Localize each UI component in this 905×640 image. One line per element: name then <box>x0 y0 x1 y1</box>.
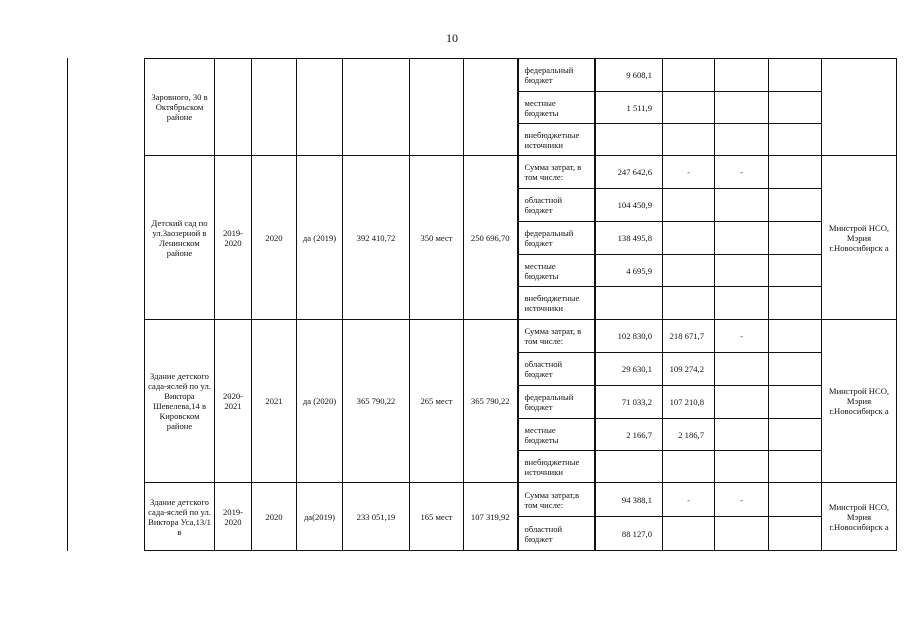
amount-year4-cell <box>769 517 822 551</box>
amount-year4-cell <box>769 353 822 386</box>
funding-source-cell: областной бюджет <box>518 517 595 551</box>
amount-year3-cell <box>715 222 769 255</box>
amount-year4-cell <box>769 255 822 287</box>
estimated-cost-cell: 392 410,72 <box>343 156 410 320</box>
budget-table <box>144 58 897 551</box>
amount-year4-cell <box>769 92 822 124</box>
amount-year3-cell <box>715 517 769 551</box>
funding-source-cell: федеральный бюджет <box>518 222 595 255</box>
amount-year1-cell <box>595 287 663 320</box>
amount-year3-cell: - <box>715 320 769 353</box>
amount-year2-cell <box>663 255 715 287</box>
funded-amount-cell: 107 319,92 <box>464 483 518 551</box>
amount-year2-cell: - <box>663 156 715 189</box>
amount-year1-cell: 94 388,1 <box>595 483 663 517</box>
executor-cell: Минстрой НСО, Мэрия г.Новосибирск а <box>822 320 897 483</box>
amount-year3-cell <box>715 92 769 124</box>
design-docs-cell: да (2019) <box>297 156 343 320</box>
amount-year1-cell: 29 630,1 <box>595 353 663 386</box>
estimated-cost-cell: 233 051,19 <box>343 483 410 551</box>
amount-year4-cell <box>769 222 822 255</box>
funded-amount-cell <box>464 59 518 156</box>
capacity-cell: 165 мест <box>410 483 464 551</box>
completion-year-cell: 2020 <box>252 483 297 551</box>
amount-year4-cell <box>769 59 822 92</box>
amount-year1-cell: 9 608,1 <box>595 59 663 92</box>
funded-amount-cell: 365 790,22 <box>464 320 518 483</box>
amount-year1-cell: 104 450,9 <box>595 189 663 222</box>
amount-year4-cell <box>769 320 822 353</box>
amount-year1-cell: 102 830,0 <box>595 320 663 353</box>
design-docs-cell: да(2019) <box>297 483 343 551</box>
period-cell: 2019-2020 <box>215 483 252 551</box>
amount-year3-cell <box>715 287 769 320</box>
executor-cell <box>822 59 897 156</box>
funding-source-cell: федеральный бюджет <box>518 59 595 92</box>
completion-year-cell: 2021 <box>252 320 297 483</box>
amount-year1-cell: 247 642,6 <box>595 156 663 189</box>
amount-year2-cell <box>663 222 715 255</box>
amount-year3-cell <box>715 353 769 386</box>
funded-amount-cell: 250 696,70 <box>464 156 518 320</box>
amount-year2-cell: 2 186,7 <box>663 419 715 451</box>
funding-source-cell: Сумма затрат,в том числе: <box>518 483 595 517</box>
amount-year4-cell <box>769 483 822 517</box>
object-name-cell: Здание детского сада-яслей по ул. Виктора Уса,13/1 в <box>145 483 215 551</box>
amount-year3-cell <box>715 451 769 483</box>
completion-year-cell <box>252 59 297 156</box>
table-row <box>145 156 897 189</box>
amount-year2-cell: 109 274,2 <box>663 353 715 386</box>
design-docs-cell <box>297 59 343 156</box>
estimated-cost-cell: 365 790,22 <box>343 320 410 483</box>
amount-year3-cell <box>715 386 769 419</box>
table-row <box>145 59 897 92</box>
funding-source-cell: местные бюджеты <box>518 92 595 124</box>
funding-source-cell: областной бюджет <box>518 353 595 386</box>
amount-year1-cell <box>595 451 663 483</box>
amount-year1-cell: 88 127,0 <box>595 517 663 551</box>
funding-source-cell: Сумма затрат, в том числе: <box>518 320 595 353</box>
period-cell <box>215 59 252 156</box>
table-row <box>145 320 897 353</box>
amount-year2-cell <box>663 124 715 156</box>
capacity-cell: 265 мест <box>410 320 464 483</box>
amount-year2-cell <box>663 92 715 124</box>
margin-rule <box>67 58 68 551</box>
capacity-cell: 350 мест <box>410 156 464 320</box>
page-number: 10 <box>446 31 458 45</box>
period-cell: 2019-2020 <box>215 156 252 320</box>
amount-year2-cell <box>663 451 715 483</box>
funding-source-cell: федеральный бюджет <box>518 386 595 419</box>
executor-cell: Минстрой НСО, Мэрия г.Новосибирск а <box>822 483 897 551</box>
capacity-cell <box>410 59 464 156</box>
amount-year4-cell <box>769 189 822 222</box>
amount-year1-cell: 71 033,2 <box>595 386 663 419</box>
funding-source-cell: внебюджетные источники <box>518 287 595 320</box>
amount-year2-cell: 107 210,8 <box>663 386 715 419</box>
amount-year1-cell <box>595 124 663 156</box>
amount-year4-cell <box>769 156 822 189</box>
amount-year3-cell: - <box>715 483 769 517</box>
amount-year1-cell: 4 695,9 <box>595 255 663 287</box>
amount-year2-cell: 218 671,7 <box>663 320 715 353</box>
funding-source-cell: внебюджетные источники <box>518 451 595 483</box>
amount-year4-cell <box>769 419 822 451</box>
amount-year1-cell: 2 166,7 <box>595 419 663 451</box>
table-row <box>145 483 897 517</box>
amount-year2-cell <box>663 517 715 551</box>
object-name-cell: Детский сад по ул.Заозерной в Ленинском районе <box>145 156 215 320</box>
estimated-cost-cell <box>343 59 410 156</box>
amount-year2-cell: - <box>663 483 715 517</box>
amount-year3-cell <box>715 124 769 156</box>
period-cell: 2020-2021 <box>215 320 252 483</box>
design-docs-cell: да (2020) <box>297 320 343 483</box>
amount-year1-cell: 1 511,9 <box>595 92 663 124</box>
amount-year3-cell <box>715 59 769 92</box>
funding-source-cell: местные бюджеты <box>518 419 595 451</box>
object-name-cell: Заровного, 30 в Октябрьском районе <box>145 59 215 156</box>
executor-cell: Минстрой НСО, Мэрия г.Новосибирск а <box>822 156 897 320</box>
amount-year2-cell <box>663 189 715 222</box>
amount-year2-cell <box>663 287 715 320</box>
amount-year4-cell <box>769 287 822 320</box>
amount-year3-cell <box>715 255 769 287</box>
funding-source-cell: Сумма затрат, в том числе: <box>518 156 595 189</box>
amount-year4-cell <box>769 124 822 156</box>
funding-source-cell: областной бюджет <box>518 189 595 222</box>
amount-year3-cell <box>715 189 769 222</box>
completion-year-cell: 2020 <box>252 156 297 320</box>
amount-year1-cell: 138 495,8 <box>595 222 663 255</box>
amount-year4-cell <box>769 386 822 419</box>
amount-year4-cell <box>769 451 822 483</box>
funding-source-cell: внебюджетные источники <box>518 124 595 156</box>
amount-year3-cell <box>715 419 769 451</box>
funding-source-cell: местные бюджеты <box>518 255 595 287</box>
amount-year3-cell: - <box>715 156 769 189</box>
amount-year2-cell <box>663 59 715 92</box>
object-name-cell: Здание детского сада-яслей по ул. Виктора Шевелева,14 в Кировском районе <box>145 320 215 483</box>
